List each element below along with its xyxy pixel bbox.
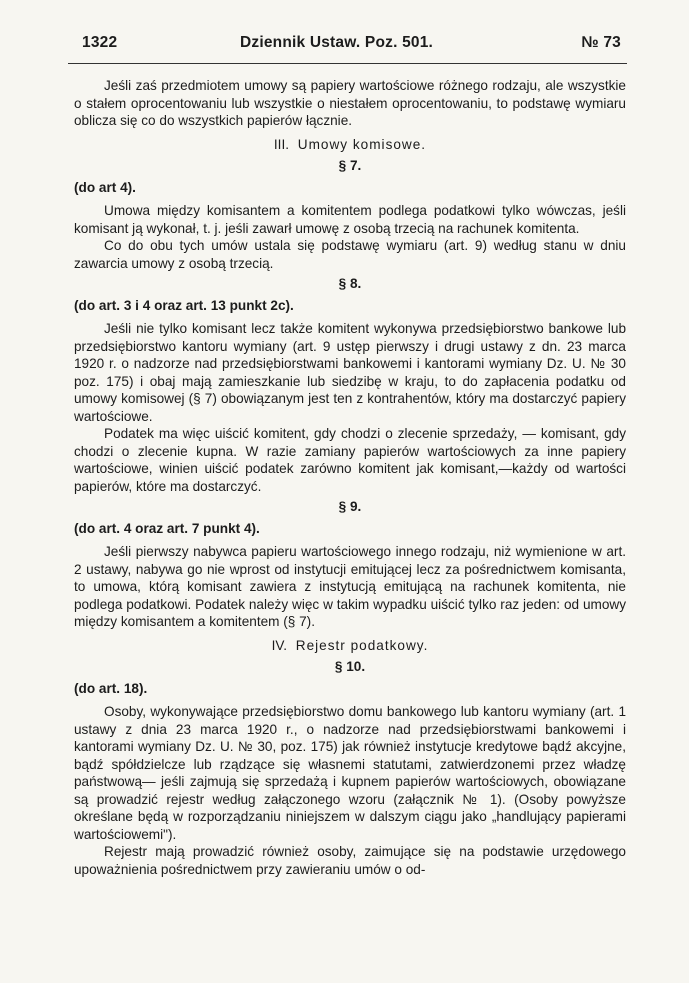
- section-title: Rejestr podatkowy.: [295, 637, 429, 653]
- paragraph-heading-8: § 8.: [338, 276, 362, 291]
- paragraph-heading-10: § 10.: [334, 659, 366, 674]
- intro-paragraph: Jeśli zaś przedmiotem umowy są papiery wartościowe różnego rodzaju, ale wszystkie o stałem oprocentowaniu lub wszystkie o niestałem oprocentowaniu, to podstawę wymiaru oblicza się co do wszystkich papierów łącznie.: [74, 78, 626, 128]
- section-title: Umowy komisowe.: [297, 136, 427, 152]
- document-body: [74, 77, 626, 878]
- page-header: [74, 34, 621, 58]
- body-paragraph: Jeśli pierwszy nabywca papieru wartościowego innego rodzaju, niż wymienione w art. 2 ustawy, nabywa go nie wprost od instytucji emitującej lecz za pośrednictwem komisanta, to umowa, którą komisant zawiera z instytucją emitującą na rachunek komitenta, nie podlega podatkowi. Podatek należy więc w takim wypadku uiścić tylko raz jeden: od umowy między komisantem a komitentem (§ 7).: [74, 544, 626, 629]
- section-number: IV.: [271, 637, 287, 653]
- section-heading-iii: [74, 136, 626, 154]
- article-reference: (do art. 3 i 4 oraz art. 13 punkt 2c).: [74, 297, 294, 313]
- section-heading-iv: [74, 637, 626, 655]
- paragraph-heading-7: § 7.: [338, 158, 362, 173]
- body-paragraph: Jeśli nie tylko komisant lecz także komitent wykonywa przedsiębiorstwo bankowe lub przedsiębiorstwo kantoru wymiany (art. 9 ustęp pierwszy i drugi ustawy z dn. 23 marca 1920 r. o nadzorze nad przedsiębiorstwami bankowemi i kantorami wymiany Dz. U. № 30 poz. 175) i obaj mają zamieszkanie lub siedzibę w kraju, to do zapłacenia podatku od umowy komisowej (§ 7) obowiązanym jest ten z kontrahentów, który ma dostarczyć papiery wartościowe.: [74, 321, 626, 424]
- journal-title: Dziennik Ustaw. Poz. 501.: [240, 34, 434, 51]
- article-reference: (do art. 18).: [74, 680, 148, 696]
- body-paragraph: Osoby, wykonywające przedsiębiorstwo domu bankowego lub kantoru wymiany (art. 1 ustawy z dnia 23 marca 1920 r., o nadzorze nad przedsiębiorstwami bankowemi i kantorami wymiany Dz. U. № 30, poz. 175) jak również instytucje kredytowe bądź akcyjne, bądź spółdzielcze lub rządzące się własnemi statutami, zatwierdzonemi przez władzę państwową— jeśli zajmują się sprzedażą i kupnem papierów wartościowych, obowiązane są prowadzić rejestr według załączonego wzoru (załącznik № 1). (Osoby powyższe określane będą w rozporządzaniu niniejszem w dalszym ciągu jako „handlujący papierami wartościowemi").: [74, 704, 626, 842]
- article-reference: (do art. 4 oraz art. 7 punkt 4).: [74, 520, 260, 536]
- section-number: III.: [273, 136, 289, 152]
- article-reference: (do art 4).: [74, 179, 136, 195]
- body-paragraph: Podatek ma więc uiścić komitent, gdy chodzi o zlecenie sprzedaży, — komisant, gdy chodzi o zlecenie kupna. W razie zamiany papierów wartościowych za inne papiery wartościowe, winien uiścić podatek zarówno komitent jak komisant,—każdy od wartości papierów, które ma dostarczyć.: [74, 426, 626, 494]
- body-paragraph: Umowa między komisantem a komitentem podlega podatkowi tylko wówczas, jeśli komisant ją wykonał, t. j. jeśli zawarł umowę z osobą trzecią na rachunek komitenta.: [74, 203, 626, 236]
- body-paragraph: Rejestr mają prowadzić również osoby, zaimujące się na podstawie urzędowego upoważnienia pośrednictwem przy zawieraniu umów o od-: [74, 844, 626, 877]
- page-number: 1322: [82, 34, 118, 51]
- issue-number: № 73: [581, 34, 621, 51]
- header-divider: [68, 63, 627, 64]
- body-paragraph: Co do obu tych umów ustala się podstawę wymiaru (art. 9) według stanu w dniu zawarcia umowy z osobą trzecią.: [74, 238, 626, 271]
- paragraph-heading-9: § 9.: [338, 499, 362, 514]
